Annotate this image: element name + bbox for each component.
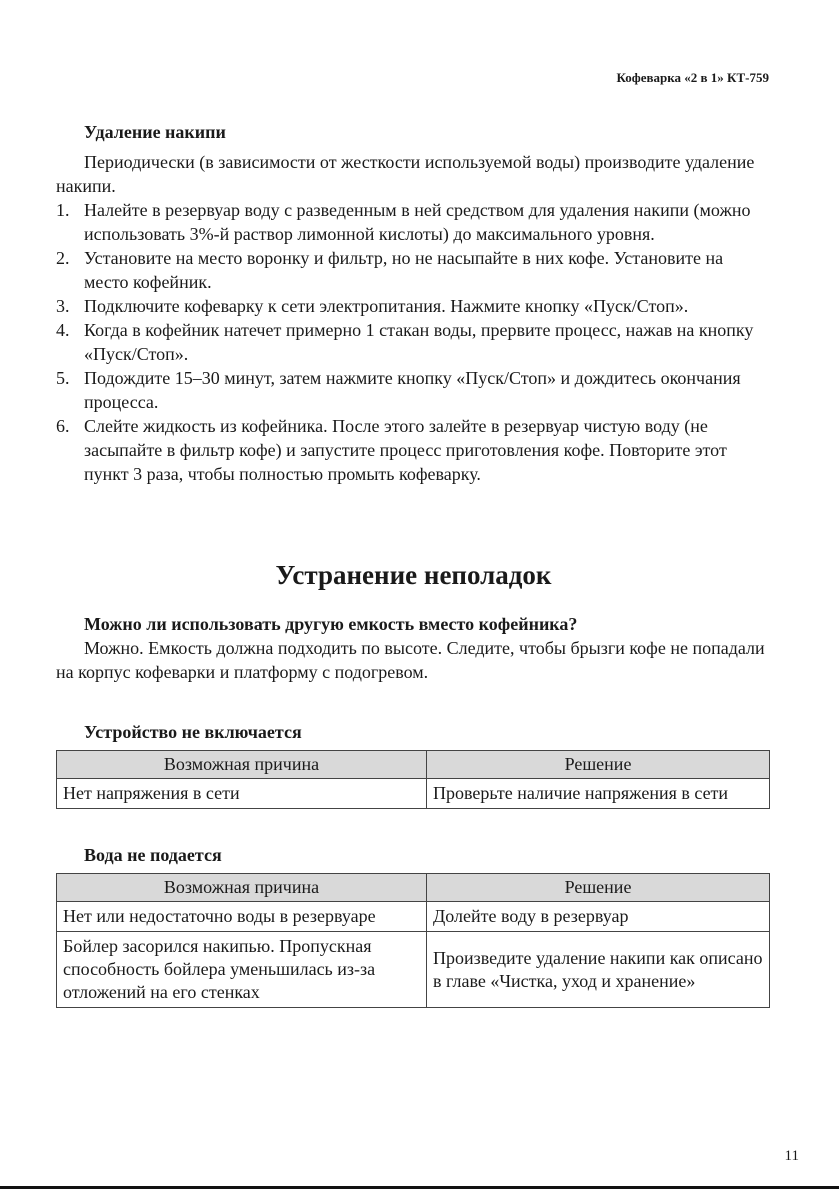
faq-answer: Можно. Емкость должна подходить по высоте. Следите, чтобы брызги кофе не попадали на корпус кофеварки и платформу с подогревом. [56,638,765,682]
table2-heading: Вода не подается [84,845,222,865]
solution-cell: Проверьте наличие напряжения в сети [427,779,770,809]
solution-cell: Долейте воду в резервуар [427,902,770,932]
step-number: 2. [56,248,70,268]
column-header-cause: Возможная причина [57,751,427,779]
list-item [56,198,771,246]
step-number: 6. [56,416,70,436]
step-number: 3. [56,296,70,316]
column-header-cause: Возможная причина [57,874,427,902]
descaling-steps [56,198,771,486]
cause-cell: Нет напряжения в сети [57,779,427,809]
table-header-row [57,874,770,902]
page-bottom-rule [0,1186,839,1189]
column-header-solution: Решение [427,874,770,902]
table-row [57,932,770,1008]
step-number: 5. [56,368,70,388]
running-header: Кофеварка «2 в 1» КТ-759 [616,70,769,85]
faq-question: Можно ли использовать другую емкость вместо кофейника? [84,614,578,634]
step-number: 1. [56,200,70,220]
descaling-intro: Периодически (в зависимости от жесткости используемой воды) производите удаление накипи. [56,152,755,196]
table-no-power [56,750,770,809]
step-text: Слейте жидкость из кофейника. После этого залейте в резервуар чистую воду (не засыпайте в фильтр кофе) и запустите процесс приготовления кофе. Повторите этот пункт 3 раза, чтобы полностью промыть кофеварку. [84,416,727,484]
step-text: Налейте в резервуар воду с разведенным в ней средством для удаления накипи (можно использовать 3%-й раствор лимонной кислоты) до максимального уровня. [84,200,751,244]
descaling-heading: Удаление накипи [84,122,226,142]
cause-cell: Нет или недостаточно воды в резервуаре [57,902,427,932]
table-header-row [57,751,770,779]
list-item [56,294,771,318]
step-text: Когда в кофейник натечет примерно 1 стакан воды, прервите процесс, нажав на кнопку «Пуск/Стоп». [84,320,754,364]
step-text: Установите на место воронку и фильтр, но не насыпайте в них кофе. Установите на место кофейник. [84,248,724,292]
troubleshooting-title: Устранение неполадок [275,560,552,590]
list-item [56,414,771,486]
page-content [56,118,771,1008]
table-row [57,902,770,932]
step-number: 4. [56,320,70,340]
list-item [56,246,771,294]
table-no-water [56,873,770,1008]
column-header-solution: Решение [427,751,770,779]
list-item [56,366,771,414]
step-text: Подключите кофеварку к сети электропитания. Нажмите кнопку «Пуск/Стоп». [84,296,689,316]
step-text: Подождите 15–30 минут, затем нажмите кнопку «Пуск/Стоп» и дождитесь окончания процесса. [84,368,741,412]
list-item [56,318,771,366]
table1-heading: Устройство не включается [84,722,302,742]
cause-cell: Бойлер засорился накипью. Пропускная способность бойлера уменьшилась из-за отложений на его стенках [57,932,427,1008]
table-row [57,779,770,809]
solution-cell: Произведите удаление накипи как описано в главе «Чистка, уход и хранение» [427,932,770,1008]
page-number: 11 [784,1148,799,1164]
